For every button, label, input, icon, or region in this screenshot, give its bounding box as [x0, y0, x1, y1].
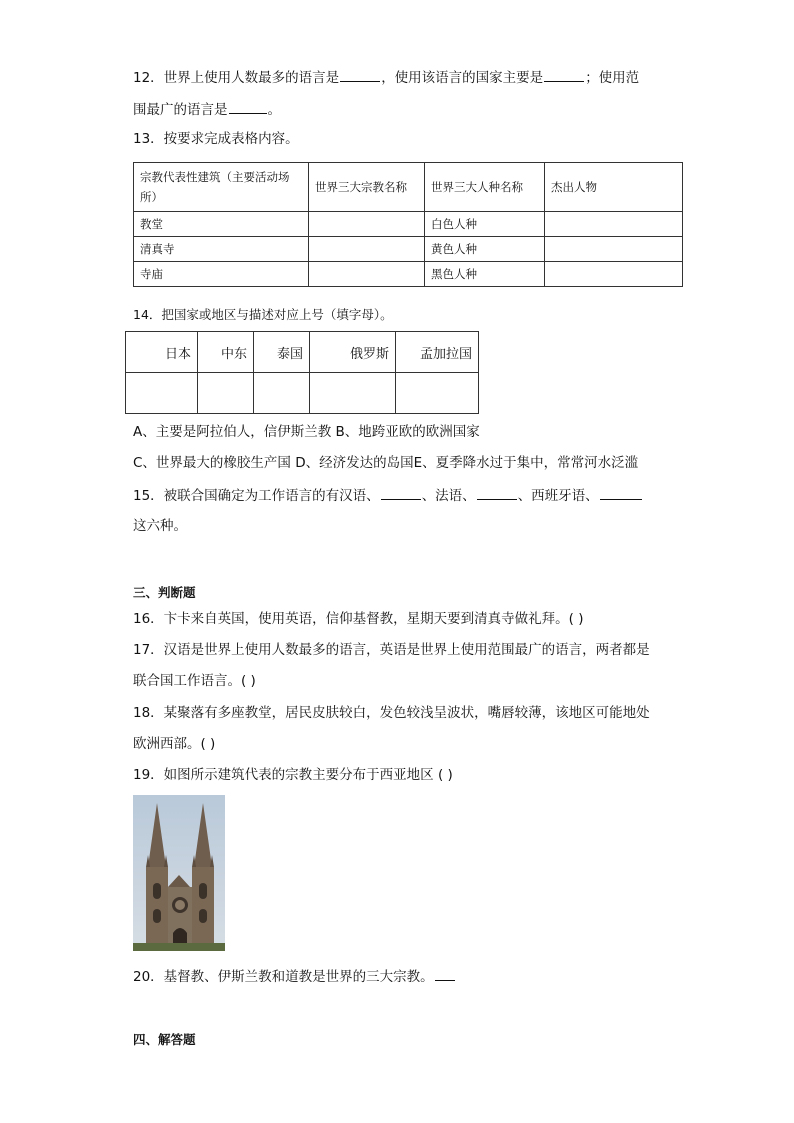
question-14-options-1: A、主要是阿拉伯人，信伊斯兰教 B、地跨亚欧的欧洲国家 — [133, 424, 480, 440]
answer-cell[interactable] — [126, 373, 198, 414]
table-header-cell: 孟加拉国 — [396, 332, 479, 373]
question-18-line-2: 欧洲西部。( ) — [133, 736, 216, 752]
answer-blank[interactable] — [435, 966, 455, 981]
answer-cell[interactable] — [545, 237, 683, 262]
question-16: 16．卞卡来自英国，使用英语，信仰基督教，星期天要到清真寺做礼拜。( ) — [133, 611, 584, 627]
table-header-cell: 杰出人物 — [545, 163, 683, 212]
question-15-line-2: 这六种。 — [133, 518, 187, 534]
answer-blank[interactable] — [544, 67, 584, 82]
question-18-line-1: 18．某聚落有多座教堂，居民皮肤较白，发色较浅呈波状，嘴唇较薄，该地区可能地处 — [133, 705, 650, 721]
table-cell: 寺庙 — [134, 262, 309, 287]
question-12-line-2: 围最广的语言是 。 — [133, 99, 281, 120]
answer-cell[interactable] — [309, 212, 425, 237]
answer-cell[interactable] — [396, 373, 479, 414]
country-matching-table — [125, 331, 479, 414]
table-header-row — [134, 163, 683, 212]
question-20: 20．基督教、伊斯兰教和道教是世界的三大宗教。 — [133, 966, 456, 987]
table-header-cell: 日本 — [126, 332, 198, 373]
cathedral-photo — [133, 795, 225, 951]
table-cell: 黄色人种 — [425, 237, 545, 262]
question-15-line-1: 15．被联合国确定为工作语言的有汉语、 、法语、 、西班牙语、 — [133, 485, 643, 506]
cathedral-illustration — [133, 795, 225, 951]
table-row — [134, 212, 683, 237]
question-12-line-1: 12．世界上使用人数最多的语言是 ，使用该语言的国家主要是 ；使用范 — [133, 67, 639, 88]
section-heading: 四、解答题 — [133, 1032, 196, 1047]
answer-blank[interactable] — [340, 67, 380, 82]
question-13-prompt: 13．按要求完成表格内容。 — [133, 131, 299, 147]
answer-cell[interactable] — [254, 373, 310, 414]
table-header-cell: 世界三大人种名称 — [425, 163, 545, 212]
table-cell: 黑色人种 — [425, 262, 545, 287]
question-14-options-2: C、世界最大的橡胶生产国 D、经济发达的岛国E、夏季降水过于集中，常常河水泛滥 — [133, 455, 639, 471]
table-header-cell: 世界三大宗教名称 — [309, 163, 425, 212]
answer-blank[interactable] — [477, 485, 517, 500]
table-row — [134, 262, 683, 287]
table-header-cell: 中东 — [198, 332, 254, 373]
answer-cell[interactable] — [309, 237, 425, 262]
answer-cell[interactable] — [545, 262, 683, 287]
table-header-row — [126, 332, 479, 373]
table-cell: 清真寺 — [134, 237, 309, 262]
table-cell: 教堂 — [134, 212, 309, 237]
question-17-line-2: 联合国工作语言。( ) — [133, 673, 256, 689]
table-header-cell: 泰国 — [254, 332, 310, 373]
question-14-prompt: 14．把国家或地区与描述对应上号（填字母）。 — [133, 307, 393, 322]
table-row — [134, 237, 683, 262]
answer-cell[interactable] — [309, 262, 425, 287]
answer-cell[interactable] — [198, 373, 254, 414]
table-header-cell: 俄罗斯 — [310, 332, 396, 373]
question-17-line-1: 17．汉语是世界上使用人数最多的语言，英语是世界上使用范围最广的语言，两者都是 — [133, 642, 650, 658]
table-row — [126, 373, 479, 414]
answer-cell[interactable] — [545, 212, 683, 237]
answer-blank[interactable] — [381, 485, 421, 500]
question-19: 19．如图所示建筑代表的宗教主要分布于西亚地区 ( ) — [133, 767, 453, 783]
answer-blank[interactable] — [229, 99, 267, 114]
answer-cell[interactable] — [310, 373, 396, 414]
answer-blank[interactable] — [600, 485, 642, 500]
table-header-cell: 宗教代表性建筑（主要活动场所） — [134, 163, 309, 212]
section-heading: 三、判断题 — [133, 585, 196, 600]
religion-race-table — [133, 162, 683, 287]
table-cell: 白色人种 — [425, 212, 545, 237]
